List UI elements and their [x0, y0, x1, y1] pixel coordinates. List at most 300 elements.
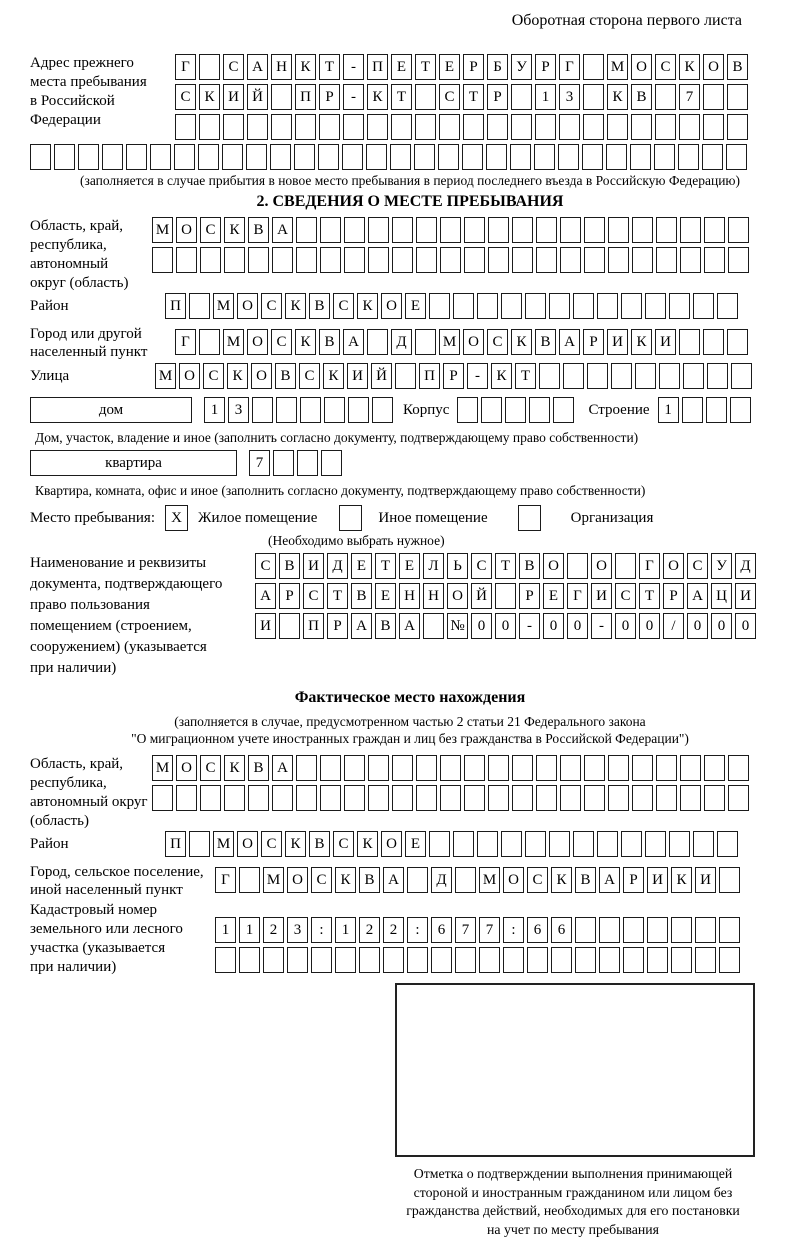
char-cell[interactable]: К [295, 329, 316, 355]
char-cell[interactable]: Г [215, 867, 236, 893]
char-cell[interactable]: С [299, 363, 320, 389]
char-cell[interactable]: Т [639, 583, 660, 609]
char-cell[interactable] [415, 114, 436, 140]
char-cell[interactable] [539, 363, 560, 389]
char-cell[interactable] [584, 217, 605, 243]
char-cell[interactable]: - [343, 84, 364, 110]
char-cell[interactable] [295, 114, 316, 140]
char-cell[interactable]: И [591, 583, 612, 609]
char-cell[interactable]: Т [375, 553, 396, 579]
char-cell[interactable] [573, 831, 594, 857]
char-cell[interactable] [344, 785, 365, 811]
char-cell[interactable]: А [272, 755, 293, 781]
char-cell[interactable] [359, 947, 380, 973]
char-cell[interactable]: 2 [359, 917, 380, 943]
char-cell[interactable]: Т [415, 54, 436, 80]
char-cell[interactable] [395, 363, 416, 389]
char-cell[interactable] [678, 144, 699, 170]
char-cell[interactable]: Й [371, 363, 392, 389]
char-cell[interactable]: Д [391, 329, 412, 355]
char-cell[interactable]: 2 [383, 917, 404, 943]
char-cell[interactable]: 7 [455, 917, 476, 943]
char-cell[interactable]: 1 [204, 397, 225, 423]
char-cell[interactable] [695, 917, 716, 943]
char-cell[interactable] [717, 831, 738, 857]
char-cell[interactable] [488, 217, 509, 243]
char-cell[interactable]: А [559, 329, 580, 355]
checkbox-inoe[interactable] [339, 505, 362, 531]
char-cell[interactable] [693, 831, 714, 857]
char-cell[interactable]: И [655, 329, 676, 355]
char-cell[interactable]: С [261, 831, 282, 857]
char-cell[interactable] [318, 144, 339, 170]
char-cell[interactable]: - [519, 613, 540, 639]
char-cell[interactable] [655, 84, 676, 110]
char-cell[interactable] [630, 144, 651, 170]
char-cell[interactable] [501, 293, 522, 319]
char-cell[interactable] [189, 293, 210, 319]
char-cell[interactable]: М [152, 755, 173, 781]
char-cell[interactable] [632, 247, 653, 273]
char-cell[interactable] [416, 755, 437, 781]
char-cell[interactable] [348, 397, 369, 423]
checkbox-organizatsiya[interactable] [518, 505, 541, 531]
char-cell[interactable] [583, 114, 604, 140]
char-cell[interactable]: О [447, 583, 468, 609]
char-cell[interactable] [455, 867, 476, 893]
char-cell[interactable] [464, 755, 485, 781]
char-cell[interactable]: У [511, 54, 532, 80]
char-cell[interactable]: С [527, 867, 548, 893]
char-cell[interactable] [703, 329, 724, 355]
char-cell[interactable] [319, 114, 340, 140]
char-cell[interactable] [276, 397, 297, 423]
char-cell[interactable]: О [381, 293, 402, 319]
char-cell[interactable]: М [263, 867, 284, 893]
char-cell[interactable]: 0 [735, 613, 756, 639]
char-cell[interactable] [621, 293, 642, 319]
char-cell[interactable]: С [261, 293, 282, 319]
char-cell[interactable] [512, 785, 533, 811]
char-cell[interactable] [78, 144, 99, 170]
char-cell[interactable] [680, 247, 701, 273]
char-cell[interactable] [615, 553, 636, 579]
char-cell[interactable]: / [663, 613, 684, 639]
dom-type-box[interactable]: дом [30, 397, 192, 423]
char-cell[interactable]: 1 [215, 917, 236, 943]
char-cell[interactable]: К [679, 54, 700, 80]
char-cell[interactable] [731, 363, 752, 389]
char-cell[interactable] [252, 397, 273, 423]
char-cell[interactable]: 1 [239, 917, 260, 943]
char-cell[interactable]: 3 [228, 397, 249, 423]
char-cell[interactable] [488, 785, 509, 811]
char-cell[interactable] [30, 144, 51, 170]
char-cell[interactable] [367, 329, 388, 355]
char-cell[interactable] [726, 144, 747, 170]
char-cell[interactable] [575, 947, 596, 973]
char-cell[interactable] [440, 217, 461, 243]
char-cell[interactable]: Т [319, 54, 340, 80]
char-cell[interactable]: Р [443, 363, 464, 389]
char-cell[interactable] [273, 450, 294, 476]
char-cell[interactable] [671, 947, 692, 973]
char-cell[interactable]: В [279, 553, 300, 579]
char-cell[interactable] [343, 114, 364, 140]
char-cell[interactable]: Ц [711, 583, 732, 609]
char-cell[interactable]: Й [471, 583, 492, 609]
char-cell[interactable]: Р [487, 84, 508, 110]
char-cell[interactable]: Д [735, 553, 756, 579]
char-cell[interactable] [728, 217, 749, 243]
char-cell[interactable] [455, 947, 476, 973]
char-cell[interactable] [560, 217, 581, 243]
char-cell[interactable]: - [591, 613, 612, 639]
char-cell[interactable] [440, 755, 461, 781]
char-cell[interactable] [344, 755, 365, 781]
char-cell[interactable] [392, 785, 413, 811]
char-cell[interactable] [536, 785, 557, 811]
char-cell[interactable]: О [463, 329, 484, 355]
char-cell[interactable] [702, 144, 723, 170]
char-cell[interactable] [248, 247, 269, 273]
char-cell[interactable] [150, 144, 171, 170]
char-cell[interactable] [656, 755, 677, 781]
char-cell[interactable] [575, 917, 596, 943]
char-cell[interactable]: 0 [495, 613, 516, 639]
char-cell[interactable]: № [447, 613, 468, 639]
char-cell[interactable]: С [311, 867, 332, 893]
char-cell[interactable] [511, 84, 532, 110]
char-cell[interactable]: М [155, 363, 176, 389]
kvartira-type-box[interactable]: квартира [30, 450, 237, 476]
char-cell[interactable] [583, 84, 604, 110]
char-cell[interactable] [583, 54, 604, 80]
char-cell[interactable] [584, 785, 605, 811]
char-cell[interactable]: 0 [543, 613, 564, 639]
char-cell[interactable]: Т [327, 583, 348, 609]
char-cell[interactable] [271, 84, 292, 110]
char-cell[interactable] [647, 947, 668, 973]
char-cell[interactable]: А [383, 867, 404, 893]
char-cell[interactable]: Р [327, 613, 348, 639]
char-cell[interactable]: И [303, 553, 324, 579]
char-cell[interactable] [263, 947, 284, 973]
char-cell[interactable] [321, 450, 342, 476]
char-cell[interactable] [597, 831, 618, 857]
char-cell[interactable] [621, 831, 642, 857]
char-cell[interactable]: П [165, 831, 186, 857]
char-cell[interactable] [719, 867, 740, 893]
char-cell[interactable] [279, 613, 300, 639]
char-cell[interactable] [525, 293, 546, 319]
char-cell[interactable] [272, 247, 293, 273]
char-cell[interactable]: Р [623, 867, 644, 893]
char-cell[interactable]: О [503, 867, 524, 893]
char-cell[interactable] [486, 144, 507, 170]
char-cell[interactable] [536, 247, 557, 273]
char-cell[interactable]: О [237, 831, 258, 857]
char-cell[interactable] [525, 831, 546, 857]
char-cell[interactable]: А [399, 613, 420, 639]
char-cell[interactable] [224, 247, 245, 273]
char-cell[interactable] [464, 217, 485, 243]
char-cell[interactable] [200, 247, 221, 273]
char-cell[interactable] [549, 293, 570, 319]
char-cell[interactable]: П [295, 84, 316, 110]
char-cell[interactable] [271, 114, 292, 140]
char-cell[interactable]: П [303, 613, 324, 639]
char-cell[interactable] [102, 144, 123, 170]
checkbox-zhiloe[interactable]: X [165, 505, 188, 531]
char-cell[interactable]: С [333, 831, 354, 857]
char-cell[interactable] [152, 247, 173, 273]
char-cell[interactable]: Т [391, 84, 412, 110]
char-cell[interactable] [693, 293, 714, 319]
char-cell[interactable] [320, 785, 341, 811]
char-cell[interactable] [320, 217, 341, 243]
char-cell[interactable] [503, 947, 524, 973]
char-cell[interactable]: К [357, 831, 378, 857]
char-cell[interactable] [300, 397, 321, 423]
char-cell[interactable]: А [247, 54, 268, 80]
char-cell[interactable] [407, 947, 428, 973]
char-cell[interactable] [487, 114, 508, 140]
char-cell[interactable] [706, 397, 727, 423]
char-cell[interactable] [631, 114, 652, 140]
char-cell[interactable] [727, 114, 748, 140]
char-cell[interactable] [567, 553, 588, 579]
char-cell[interactable]: Н [423, 583, 444, 609]
char-cell[interactable]: К [295, 54, 316, 80]
char-cell[interactable]: О [631, 54, 652, 80]
char-cell[interactable]: И [347, 363, 368, 389]
char-cell[interactable] [536, 217, 557, 243]
char-cell[interactable]: С [223, 54, 244, 80]
char-cell[interactable]: Т [515, 363, 536, 389]
char-cell[interactable] [558, 144, 579, 170]
char-cell[interactable] [608, 785, 629, 811]
char-cell[interactable] [176, 247, 197, 273]
char-cell[interactable] [368, 755, 389, 781]
char-cell[interactable] [584, 247, 605, 273]
char-cell[interactable] [608, 755, 629, 781]
char-cell[interactable]: К [607, 84, 628, 110]
char-cell[interactable] [311, 947, 332, 973]
char-cell[interactable] [655, 114, 676, 140]
char-cell[interactable] [392, 755, 413, 781]
char-cell[interactable]: О [591, 553, 612, 579]
char-cell[interactable]: К [551, 867, 572, 893]
char-cell[interactable]: К [671, 867, 692, 893]
char-cell[interactable] [656, 785, 677, 811]
char-cell[interactable]: П [367, 54, 388, 80]
char-cell[interactable] [680, 755, 701, 781]
char-cell[interactable]: Е [351, 553, 372, 579]
char-cell[interactable] [727, 329, 748, 355]
char-cell[interactable] [728, 247, 749, 273]
char-cell[interactable]: В [248, 217, 269, 243]
char-cell[interactable]: О [287, 867, 308, 893]
char-cell[interactable] [704, 785, 725, 811]
char-cell[interactable] [392, 217, 413, 243]
char-cell[interactable]: С [175, 84, 196, 110]
char-cell[interactable] [344, 217, 365, 243]
char-cell[interactable] [669, 293, 690, 319]
char-cell[interactable] [599, 917, 620, 943]
char-cell[interactable]: В [519, 553, 540, 579]
char-cell[interactable] [372, 397, 393, 423]
char-cell[interactable] [176, 785, 197, 811]
char-cell[interactable] [527, 947, 548, 973]
char-cell[interactable] [682, 397, 703, 423]
char-cell[interactable]: А [687, 583, 708, 609]
char-cell[interactable] [505, 397, 526, 423]
char-cell[interactable] [335, 947, 356, 973]
char-cell[interactable]: С [255, 553, 276, 579]
char-cell[interactable]: Н [399, 583, 420, 609]
char-cell[interactable] [294, 144, 315, 170]
char-cell[interactable]: К [335, 867, 356, 893]
char-cell[interactable]: В [309, 831, 330, 857]
char-cell[interactable] [199, 54, 220, 80]
char-cell[interactable] [719, 917, 740, 943]
char-cell[interactable] [199, 114, 220, 140]
char-cell[interactable]: 0 [639, 613, 660, 639]
char-cell[interactable] [391, 114, 412, 140]
char-cell[interactable]: С [203, 363, 224, 389]
char-cell[interactable] [198, 144, 219, 170]
char-cell[interactable]: О [176, 755, 197, 781]
char-cell[interactable] [439, 114, 460, 140]
char-cell[interactable] [296, 217, 317, 243]
char-cell[interactable]: И [607, 329, 628, 355]
char-cell[interactable]: У [711, 553, 732, 579]
char-cell[interactable] [573, 293, 594, 319]
char-cell[interactable]: К [224, 755, 245, 781]
char-cell[interactable] [320, 755, 341, 781]
char-cell[interactable] [656, 247, 677, 273]
char-cell[interactable]: Ь [447, 553, 468, 579]
char-cell[interactable] [440, 247, 461, 273]
char-cell[interactable] [607, 114, 628, 140]
char-cell[interactable] [536, 755, 557, 781]
char-cell[interactable]: : [503, 917, 524, 943]
char-cell[interactable]: Г [175, 54, 196, 80]
char-cell[interactable]: А [272, 217, 293, 243]
char-cell[interactable] [126, 144, 147, 170]
char-cell[interactable]: С [487, 329, 508, 355]
char-cell[interactable]: Г [175, 329, 196, 355]
char-cell[interactable]: С [333, 293, 354, 319]
char-cell[interactable]: М [223, 329, 244, 355]
char-cell[interactable]: Й [247, 84, 268, 110]
char-cell[interactable] [429, 831, 450, 857]
char-cell[interactable] [248, 785, 269, 811]
char-cell[interactable]: Е [439, 54, 460, 80]
char-cell[interactable]: Т [463, 84, 484, 110]
char-cell[interactable] [669, 831, 690, 857]
char-cell[interactable] [645, 293, 666, 319]
char-cell[interactable]: О [543, 553, 564, 579]
char-cell[interactable]: С [303, 583, 324, 609]
char-cell[interactable] [560, 247, 581, 273]
char-cell[interactable] [344, 247, 365, 273]
char-cell[interactable]: О [251, 363, 272, 389]
char-cell[interactable] [611, 363, 632, 389]
char-cell[interactable]: В [535, 329, 556, 355]
char-cell[interactable] [246, 144, 267, 170]
char-cell[interactable]: Н [271, 54, 292, 80]
char-cell[interactable] [728, 755, 749, 781]
char-cell[interactable] [599, 947, 620, 973]
char-cell[interactable]: С [615, 583, 636, 609]
char-cell[interactable] [680, 217, 701, 243]
char-cell[interactable]: 0 [567, 613, 588, 639]
char-cell[interactable]: 3 [559, 84, 580, 110]
char-cell[interactable]: И [647, 867, 668, 893]
char-cell[interactable] [695, 947, 716, 973]
char-cell[interactable] [438, 144, 459, 170]
char-cell[interactable] [477, 831, 498, 857]
char-cell[interactable] [488, 247, 509, 273]
char-cell[interactable] [512, 247, 533, 273]
char-cell[interactable]: С [200, 217, 221, 243]
char-cell[interactable]: К [285, 831, 306, 857]
char-cell[interactable] [535, 114, 556, 140]
char-cell[interactable] [704, 247, 725, 273]
char-cell[interactable] [296, 247, 317, 273]
char-cell[interactable] [431, 947, 452, 973]
char-cell[interactable] [584, 755, 605, 781]
char-cell[interactable] [608, 247, 629, 273]
char-cell[interactable]: 1 [535, 84, 556, 110]
char-cell[interactable]: Б [487, 54, 508, 80]
char-cell[interactable] [463, 114, 484, 140]
char-cell[interactable] [559, 114, 580, 140]
char-cell[interactable]: 1 [335, 917, 356, 943]
char-cell[interactable]: В [351, 583, 372, 609]
char-cell[interactable]: М [479, 867, 500, 893]
char-cell[interactable]: В [575, 867, 596, 893]
char-cell[interactable]: Т [495, 553, 516, 579]
char-cell[interactable]: О [247, 329, 268, 355]
char-cell[interactable] [462, 144, 483, 170]
char-cell[interactable] [512, 217, 533, 243]
char-cell[interactable]: К [367, 84, 388, 110]
char-cell[interactable] [440, 785, 461, 811]
char-cell[interactable]: Р [583, 329, 604, 355]
char-cell[interactable] [728, 785, 749, 811]
char-cell[interactable] [296, 785, 317, 811]
char-cell[interactable]: О [663, 553, 684, 579]
char-cell[interactable] [368, 217, 389, 243]
char-cell[interactable] [645, 831, 666, 857]
char-cell[interactable]: О [703, 54, 724, 80]
char-cell[interactable] [324, 397, 345, 423]
char-cell[interactable]: С [655, 54, 676, 80]
char-cell[interactable] [560, 755, 581, 781]
char-cell[interactable] [479, 947, 500, 973]
char-cell[interactable] [320, 247, 341, 273]
char-cell[interactable] [222, 144, 243, 170]
char-cell[interactable] [414, 144, 435, 170]
char-cell[interactable]: С [439, 84, 460, 110]
char-cell[interactable]: Е [399, 553, 420, 579]
char-cell[interactable] [407, 867, 428, 893]
char-cell[interactable] [416, 785, 437, 811]
char-cell[interactable]: 2 [263, 917, 284, 943]
